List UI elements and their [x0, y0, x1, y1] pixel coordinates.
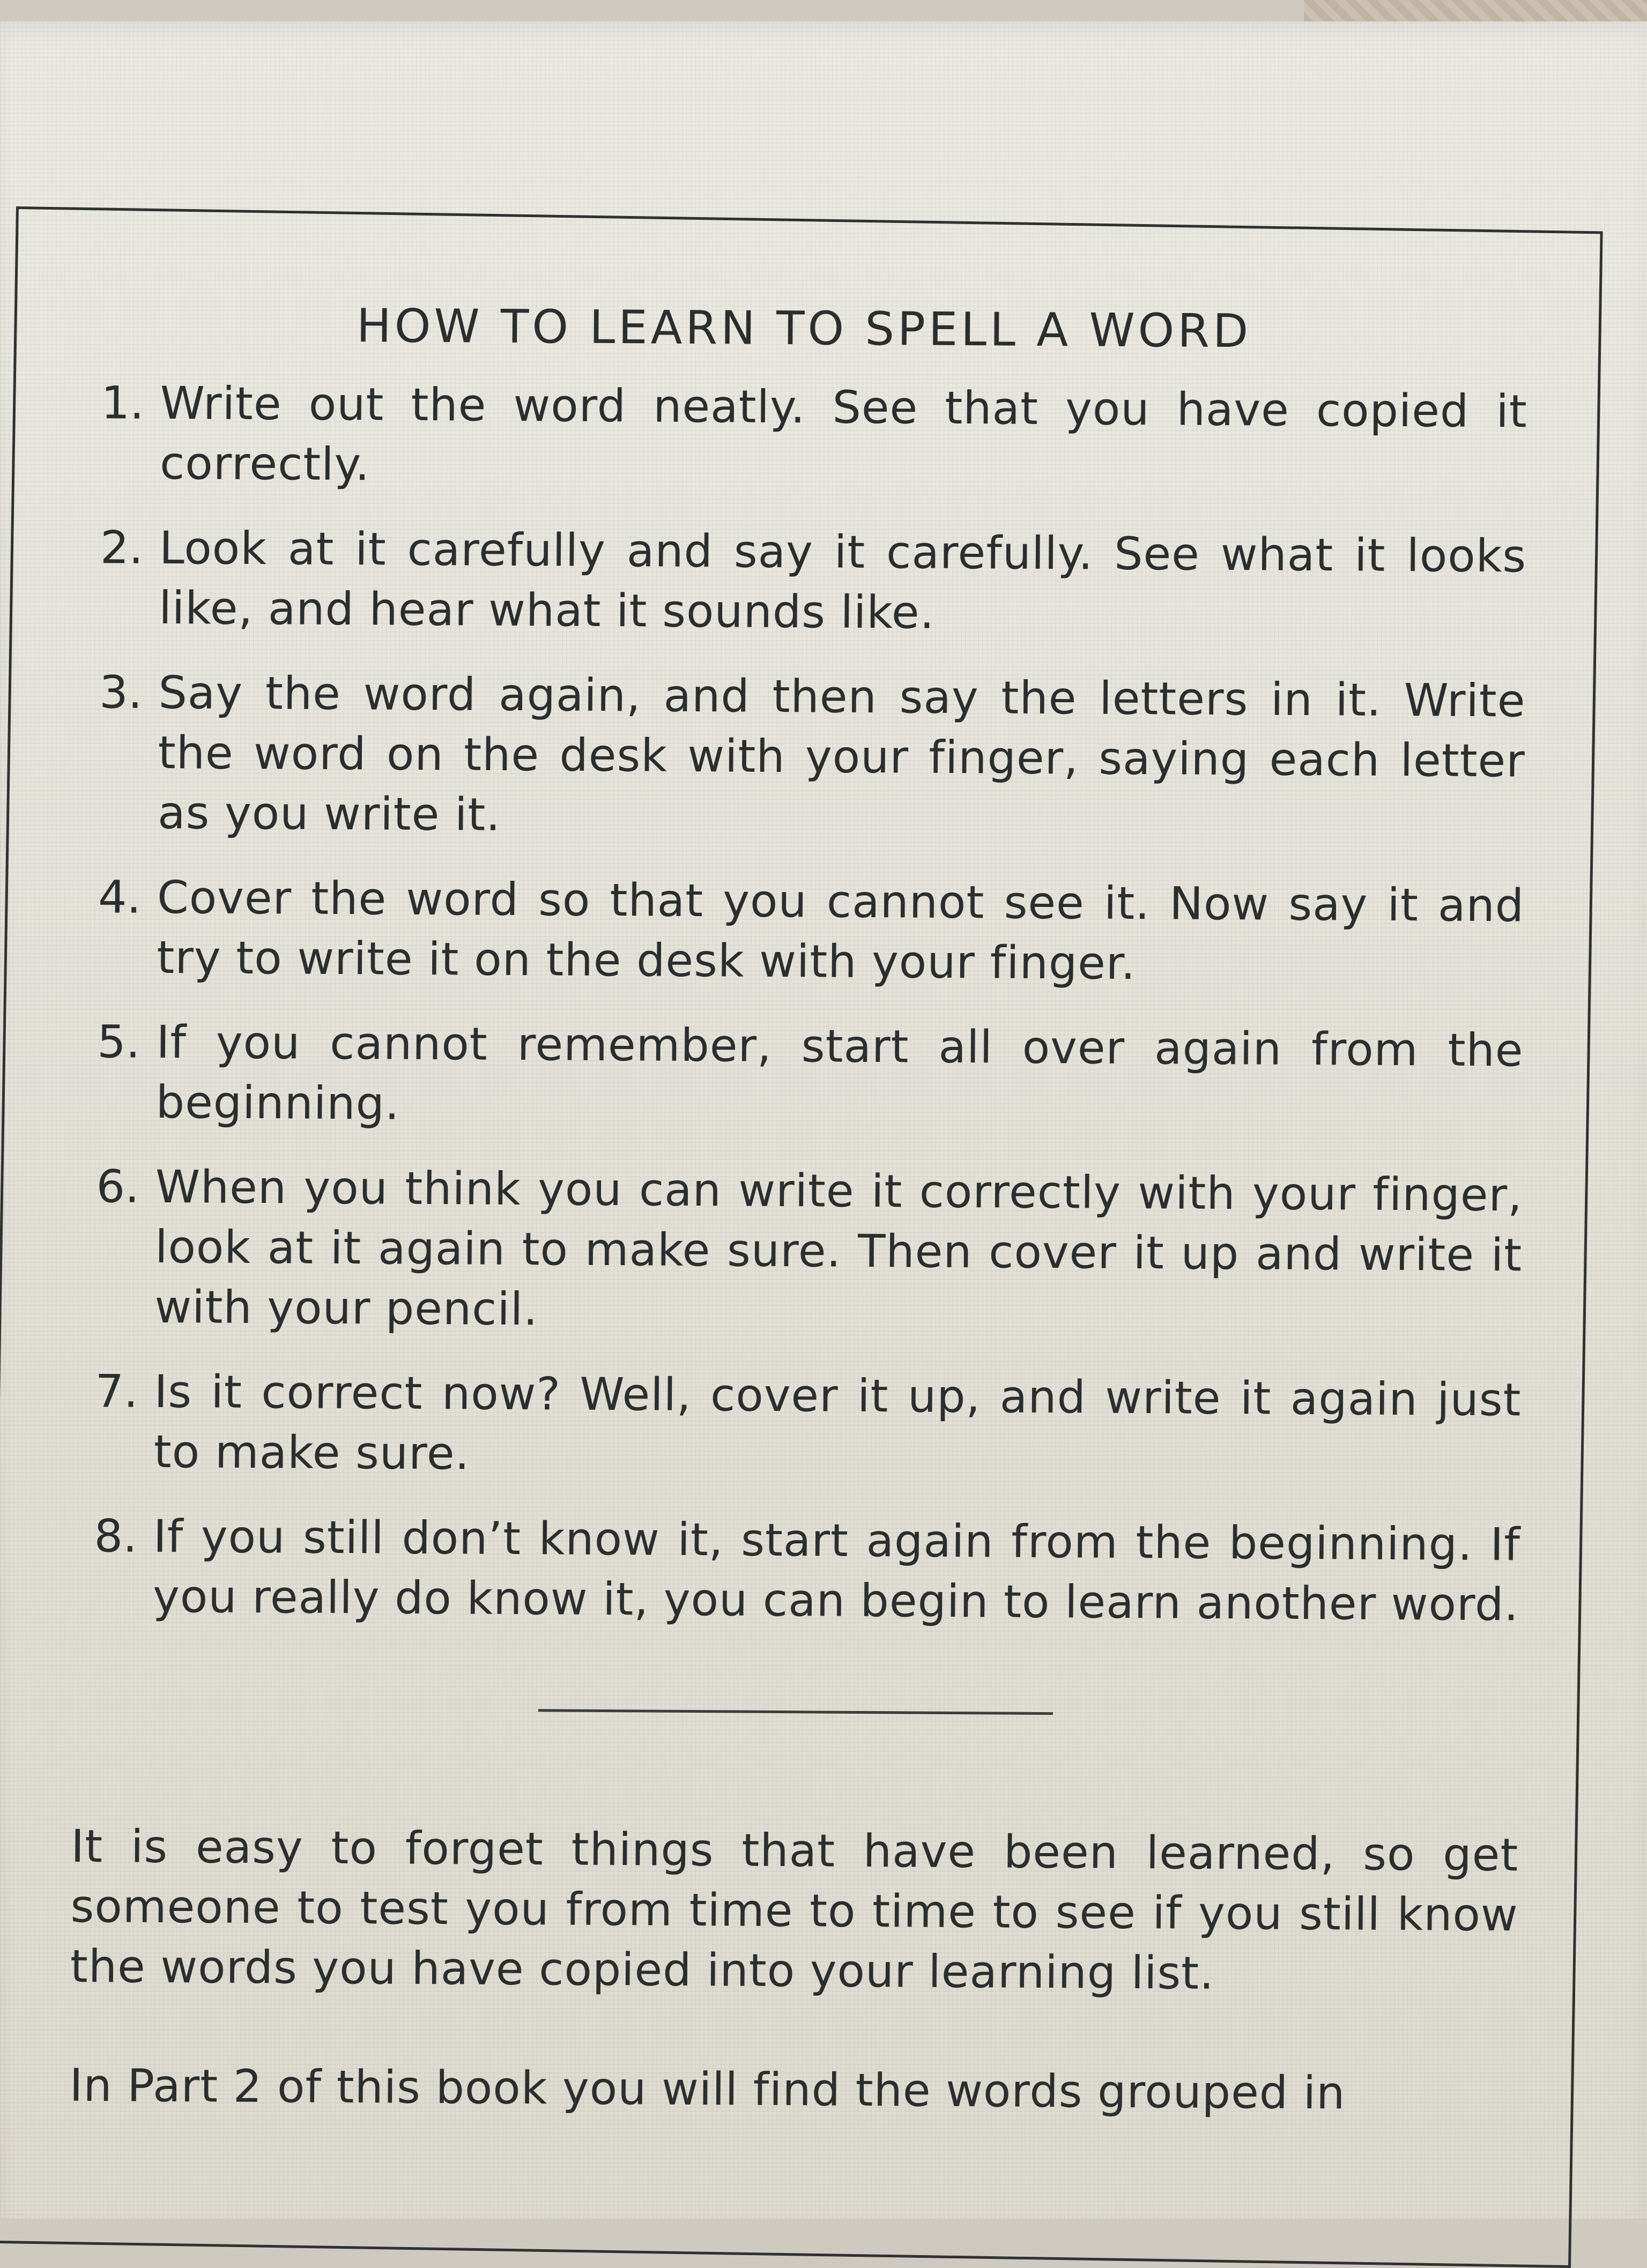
step-item: [76, 867, 1524, 995]
step-item: [74, 1156, 1523, 1345]
step-number: 6.: [96, 1160, 140, 1213]
section-divider: [538, 1709, 1053, 1715]
step-number: 4.: [98, 871, 142, 924]
closing-paragraph: It is easy to forget things that have been learned, so get someone to test you from time to time to see if you still know the words you have copied into your learning list.: [70, 1819, 1519, 1999]
step-text: If you still don’t know it, start again from the beginning. If you really do know it, you can begin to learn another word.: [152, 1509, 1521, 1631]
step-item: [79, 373, 1527, 501]
step-text: Write out the word neatly. See that you have copied it correctly.: [159, 376, 1528, 491]
step-text: Is it correct now? Well, cover it up, and write it again just to make sure.: [153, 1365, 1522, 1480]
step-text: If you cannot remember, start all over again from the beginning.: [155, 1015, 1524, 1130]
step-text: When you think you can write it correctly with your finger, look at it again to make sure. Then cover it up and write it with your pencil.: [154, 1160, 1523, 1336]
step-number: 3.: [99, 666, 143, 719]
step-text: Say the word again, and then say the letters in it. Write the word on the desk with your finger, saying each letter as you write it.: [157, 666, 1526, 841]
step-number: 8.: [94, 1509, 138, 1563]
step-text: Look at it carefully and say it carefully. See what it looks like, and hear what it sounds like.: [159, 521, 1527, 639]
page-title: HOW TO LEARN TO SPELL A WORD: [356, 299, 1252, 359]
step-item: [73, 1361, 1522, 1490]
step-number: 2.: [100, 521, 144, 574]
step-number: 1.: [101, 376, 145, 429]
step-number: 5.: [97, 1015, 140, 1068]
step-text: Cover the word so that you cannot see it. Now say it and try to write it on the desk with your finger.: [157, 871, 1525, 990]
step-number: 7.: [95, 1365, 138, 1418]
step-item: [77, 662, 1526, 851]
step-item: [75, 1012, 1523, 1140]
step-item: [72, 1506, 1520, 1634]
page-content: [69, 298, 1528, 2124]
steps-list: [72, 373, 1527, 1634]
step-item: [78, 517, 1526, 646]
cut-off-paragraph-line: In Part 2 of this book you will find the words grouped in: [69, 2058, 1346, 2120]
